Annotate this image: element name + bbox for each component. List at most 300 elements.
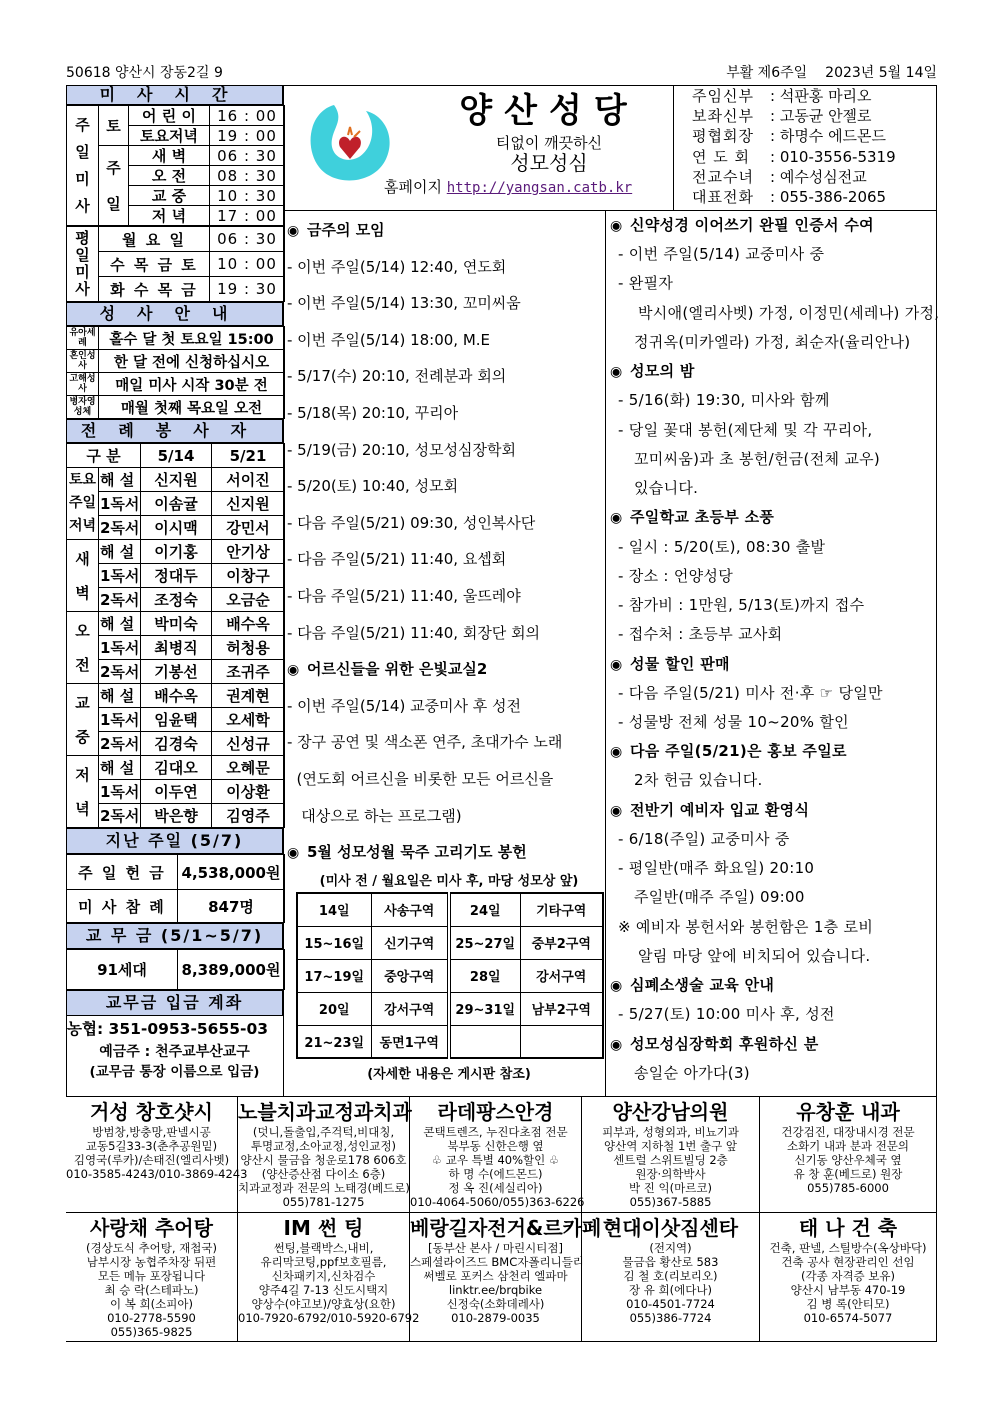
notice-text: - 일시 : 5/20(토), 08:30 출발 xyxy=(618,537,826,556)
section-heading xyxy=(287,834,603,871)
section-heading xyxy=(610,971,937,1000)
server-group-label: 교중 xyxy=(67,684,99,756)
server-role: 2독서 xyxy=(99,732,141,756)
server-name: 기봉선 xyxy=(141,660,212,684)
left-table xyxy=(66,443,285,828)
date: 2023년 5월 14일 xyxy=(825,65,937,81)
server-role: 1독서 xyxy=(99,636,141,660)
last-week-row xyxy=(67,855,285,890)
notice-text: - 접수처 : 초등부 교사회 xyxy=(618,625,783,644)
ad-title: 태 나 건 축 xyxy=(798,1216,898,1240)
server-group-label: 오전 xyxy=(67,612,99,684)
mass-name: 오 전 xyxy=(129,166,210,186)
weekday-mass-row xyxy=(67,277,285,302)
radio-bullet-icon: ◉ xyxy=(610,364,623,381)
server-row xyxy=(67,492,285,516)
server-role: 2독서 xyxy=(99,660,141,684)
notice-text: 주일반(매주 주일) 09:00 xyxy=(634,888,805,907)
server-role: 1독서 xyxy=(99,780,141,804)
weekday-name: 화 수 목 금 xyxy=(99,277,210,302)
section-heading xyxy=(610,1030,937,1059)
sacrament-label: 혼인성사 xyxy=(67,350,99,373)
rosary-district: 강서구역 xyxy=(520,959,603,992)
left-table xyxy=(66,854,285,923)
ad-line: 스페셜라이즈드 BMC자폴리니들리 xyxy=(410,1255,584,1269)
notice-text: - 이번 주일(5/14) 교중미사 후 성전 xyxy=(287,696,522,715)
rosary-footnote: (자세한 내용은 게시판 참조) xyxy=(367,1067,531,1082)
notice-text: 꼬미씨움)과 초 봉헌/헌금(전체 교우) xyxy=(634,449,881,468)
radio-bullet-icon: ◉ xyxy=(610,978,623,995)
server-role: 해 설 xyxy=(99,684,141,708)
ad-line: 양산역 지하철 1번 출구 앞 xyxy=(603,1139,738,1153)
staff-row: 연 도 회 : 010-3556-5319 xyxy=(692,147,896,166)
ad-line: 남부시장 농협주차장 뒤편 xyxy=(86,1255,217,1269)
notice-text: - 다음 주일(5/21) 09:30, 성인복사단 xyxy=(287,513,536,532)
server-name: 오금순 xyxy=(212,588,285,612)
server-name: 허청용 xyxy=(212,636,285,660)
server-name: 신지원 xyxy=(212,492,285,516)
rosary-district: 신기구역 xyxy=(371,926,449,959)
rosary-date: 14일 xyxy=(297,893,371,926)
attendance-label: 미 사 참 례 xyxy=(67,890,178,923)
section-heading xyxy=(610,503,937,532)
ad-line: 055)781-1275 xyxy=(282,1195,365,1209)
notice-text: - 이번 주일(5/14) 13:30, 꼬미씨움 xyxy=(287,294,521,313)
motto-line-1: 티없이 깨끗하신 xyxy=(495,134,603,152)
server-row xyxy=(67,660,285,684)
radio-bullet-icon: ◉ xyxy=(610,656,623,673)
account-holder: 예금주 : 천주교부산교구 xyxy=(99,1044,250,1060)
server-name: 신성규 xyxy=(212,732,285,756)
notice-text: 성모성심장학회 후원하신 분 xyxy=(630,1034,819,1053)
notice-line xyxy=(610,562,937,591)
ad-line: 055)367-5885 xyxy=(629,1195,712,1209)
rosary-district: 중부2구역 xyxy=(520,926,603,959)
staff-role: 연 도 회 xyxy=(692,147,751,166)
ad-line: 정 옥 진(세실리아) xyxy=(448,1181,543,1195)
staff-role: 평협회장 xyxy=(692,127,754,146)
sacrament-row xyxy=(67,327,285,350)
homepage-link[interactable]: http://yangsan.catb.kr xyxy=(446,180,633,196)
notice-text: - 참가비 : 1만원, 5/13(토)까지 접수 xyxy=(618,596,865,615)
server-name: 박은향 xyxy=(141,804,212,828)
ad-title: IM 썬 팅 xyxy=(283,1216,364,1240)
liturgical-week: 부활 제6주일 xyxy=(726,65,808,81)
rosary-district: 강서구역 xyxy=(371,992,449,1025)
ad-line: (경상도식 추어탕, 재첩국) xyxy=(85,1241,218,1255)
notice-text: - 5/20(토) 10:40, 성모회 xyxy=(287,477,459,496)
ad-line: [동부산 본사 / 마린시티점] xyxy=(428,1241,563,1255)
left-table xyxy=(66,326,285,419)
server-row xyxy=(67,540,285,564)
ad-line: ♧ 교우 특별 40%할인 ♧ xyxy=(431,1153,560,1167)
sacrament-row xyxy=(67,396,285,419)
radio-bullet-icon: ◉ xyxy=(287,662,300,679)
server-name: 김대오 xyxy=(141,756,212,780)
church-name: 양산성당 xyxy=(459,91,639,131)
notice-line xyxy=(287,505,603,542)
right-column xyxy=(610,211,940,1088)
ad-box xyxy=(760,1097,937,1213)
section-heading xyxy=(610,650,937,679)
rosary-row xyxy=(297,926,603,959)
left-column xyxy=(66,85,284,1096)
rosary-date: 29~31일 xyxy=(449,992,520,1025)
ad-line: 양주4길 7-13 신도시택지 xyxy=(258,1283,389,1297)
notice-line xyxy=(610,913,937,942)
server-row xyxy=(67,564,285,588)
ad-line: 양상수(야고보)/양효상(요한) xyxy=(251,1297,396,1311)
section-heading xyxy=(287,651,603,688)
notice-line xyxy=(610,240,937,269)
rosary-table xyxy=(296,892,604,1059)
mass-name: 토요저녁 xyxy=(129,126,210,146)
ad-line: 양산시 물금읍 청운로178 606호 xyxy=(240,1153,407,1167)
server-role: 해 설 xyxy=(99,540,141,564)
notice-line xyxy=(287,798,603,835)
radio-bullet-icon: ◉ xyxy=(610,744,623,761)
ad-line: 건축, 판넬, 스틸방수(옥상바닥) xyxy=(769,1241,927,1255)
homepage-label: 홈페이지 xyxy=(384,178,442,196)
ad-line: 투명교정,소아교정,성인교정) xyxy=(250,1139,397,1153)
rosary-district xyxy=(520,1025,603,1058)
staff-name: 010-3556-5319 xyxy=(779,147,896,166)
notice-line xyxy=(610,299,940,328)
notice-text: 송일순 아가다(3) xyxy=(634,1063,750,1082)
bulletin-header xyxy=(284,85,937,211)
server-row xyxy=(67,468,285,492)
attendance: 847명 xyxy=(178,890,285,923)
ads-grid xyxy=(66,1096,937,1341)
ad-box xyxy=(238,1213,420,1342)
ad-line: 물금읍 황산로 583 xyxy=(622,1255,719,1269)
server-name: 이두연 xyxy=(141,780,212,804)
ad-line: (전지역) xyxy=(649,1241,692,1255)
staff-row: 주임신부 : 석판홍 마리오 xyxy=(692,87,872,105)
server-name: 오세학 xyxy=(212,708,285,732)
ad-line: 055)785-6000 xyxy=(807,1181,889,1195)
server-name: 조정숙 xyxy=(141,588,212,612)
server-name: 조귀주 xyxy=(212,660,285,684)
notice-line xyxy=(610,883,937,912)
sunday-label: 주일 xyxy=(99,146,129,226)
left-table xyxy=(66,105,285,226)
notice-text: (연도회 어르신을 비롯한 모든 어르신을 xyxy=(287,769,554,788)
server-name: 이창구 xyxy=(212,564,285,588)
server-name: 배수옥 xyxy=(141,684,212,708)
server-row xyxy=(67,684,285,708)
ad-title: 현대이삿짐센타 xyxy=(602,1216,739,1240)
server-name: 정대두 xyxy=(141,564,212,588)
notice-text: - 5/19(금) 20:10, 성모성심장학회 xyxy=(287,440,517,459)
mass-time: 16 : 00 xyxy=(210,106,285,126)
server-name: 최병직 xyxy=(141,636,212,660)
ad-line: 콘택트렌즈, 누진다초점 전문 xyxy=(423,1125,568,1139)
mass-name: 저 녁 xyxy=(129,206,210,226)
notice-text: 전반기 예비자 입교 환영식 xyxy=(630,800,810,819)
account-note: (교무금 통장 이름으로 입금) xyxy=(89,1064,260,1080)
weekday-name: 월 요 일 xyxy=(99,227,210,252)
server-row xyxy=(67,612,285,636)
sacrament-text: 매월 첫째 목요일 오전 xyxy=(99,396,285,419)
mass-name: 어 린 이 xyxy=(129,106,210,126)
ad-line: 모든 메뉴 포장됩니다 xyxy=(97,1269,206,1283)
server-row xyxy=(67,780,285,804)
sacrament-label: 병자영성체 xyxy=(67,396,99,419)
notice-text: - 다음 주일(5/21) 11:40, 울뜨레야 xyxy=(287,586,521,605)
ad-box xyxy=(582,1097,760,1213)
server-name: 박미숙 xyxy=(141,612,212,636)
rosary-date: 24일 xyxy=(449,893,520,926)
ad-line: 010-2879-0035 xyxy=(451,1311,540,1325)
weekday-mass-row xyxy=(67,227,285,252)
notice-text: 박시애(엘리사벳) 가정, 이정민(세레나) 가정, xyxy=(638,303,940,322)
ad-line: 건강검진, 대장내시경 전문 xyxy=(781,1125,915,1139)
server-role: 2독서 xyxy=(99,588,141,612)
notice-line xyxy=(287,395,603,432)
notice-line xyxy=(610,474,937,503)
notice-line xyxy=(610,416,937,445)
radio-bullet-icon: ◉ xyxy=(610,218,623,234)
notice-line xyxy=(287,322,603,359)
motto-line-2: 성모성심 xyxy=(510,151,588,175)
ad-line: 010-3585-4243/010-3869-4243 xyxy=(66,1167,248,1181)
server-role: 1독서 xyxy=(99,708,141,732)
ad-line: 010-2778-5590 xyxy=(107,1311,196,1325)
notice-text: 금주의 모임 xyxy=(307,221,385,239)
server-name: 이솜귤 xyxy=(141,492,212,516)
staff-role: 전교수녀 xyxy=(692,167,754,186)
sacrament-text: 매일 미사 시작 30분 전 xyxy=(99,373,285,396)
rosary-date: 15~16일 xyxy=(297,926,371,959)
ad-line: 010-6574-5077 xyxy=(803,1311,893,1325)
ad-line: 이 복 희(소피아) xyxy=(110,1297,193,1311)
notice-line xyxy=(610,854,937,883)
sacrament-text: 한 달 전에 신청하십시오 xyxy=(99,350,285,373)
notice-text: - 5/27(토) 10:00 미사 후, 성전 xyxy=(618,1005,835,1024)
notice-line xyxy=(610,386,937,415)
mass-name: 새 벽 xyxy=(129,146,210,166)
notice-text: 있습니다. xyxy=(634,479,699,498)
church-logo-icon xyxy=(304,97,394,187)
ad-line: 김영국(루카)/손태진(엘리사벳) xyxy=(73,1153,230,1167)
notice-text: - 다음 주일(5/21) 11:40, 요셉회 xyxy=(287,550,507,569)
server-role: 2독서 xyxy=(99,516,141,540)
ad-line: 박 진 익(마르코) xyxy=(629,1181,712,1195)
ad-title: 양산강남의원 xyxy=(612,1100,729,1124)
sacrament-header: 성사안내 xyxy=(66,302,283,326)
notice-text: - 이번 주일(5/14) 12:40, 연도회 xyxy=(287,257,507,276)
notice-text: 2차 헌금 있습니다. xyxy=(634,771,763,790)
ad-line: 하 명 수(에드몬드) xyxy=(448,1167,543,1181)
ad-line: 055)365-9825 xyxy=(110,1325,193,1339)
dues-row xyxy=(67,950,285,990)
weekday-mass-label: 평일미사 xyxy=(67,227,99,302)
ad-line: 010-4064-5060/055)363-6226 xyxy=(410,1195,585,1209)
notice-line xyxy=(287,578,603,615)
staff-row: 대표전화 : 055-386-2065 xyxy=(692,188,887,207)
mass-time: 10 : 30 xyxy=(210,186,285,206)
ad-box xyxy=(582,1213,760,1342)
ad-line: 유 창 훈(베드로) 원장 xyxy=(793,1167,903,1181)
rosary-date: 21~23일 xyxy=(297,1025,371,1058)
sunday-mass-label: 주일미사 xyxy=(67,106,99,226)
servers-header-row xyxy=(67,444,285,468)
section-heading xyxy=(610,357,937,386)
radio-bullet-icon: ◉ xyxy=(287,845,300,862)
server-name: 배수옥 xyxy=(212,612,285,636)
notice-line xyxy=(610,269,937,298)
server-role: 해 설 xyxy=(99,468,141,492)
ad-box xyxy=(410,1213,602,1342)
notice-line xyxy=(610,942,937,971)
rosary-district: 사송구역 xyxy=(371,893,449,926)
ad-box xyxy=(66,1213,238,1342)
left-table xyxy=(66,226,285,302)
notice-text: 다음 주일(5/21)은 홍보 주일로 xyxy=(630,742,847,761)
server-name: 신지원 xyxy=(141,468,212,492)
weekday-time: 19 : 30 xyxy=(210,277,285,302)
notice-line xyxy=(287,468,603,505)
mass-time: 19 : 00 xyxy=(210,126,285,146)
weekday-name: 수 목 금 토 xyxy=(99,252,210,277)
sacrament-label: 유아세례 xyxy=(67,327,99,350)
mass-name: 교 중 xyxy=(129,186,210,206)
server-row xyxy=(67,804,285,828)
notice-text: ※ 예비자 봉헌서와 봉헌함은 1층 로비 xyxy=(618,917,874,936)
weekday-time: 10 : 00 xyxy=(210,252,285,277)
servers-header: 전례봉사자 xyxy=(66,419,283,443)
rosary-row xyxy=(297,992,603,1025)
notice-line xyxy=(287,724,603,761)
ad-line: 신기동 양산우체국 옆 xyxy=(794,1153,902,1167)
sacrament-row xyxy=(67,373,285,396)
ad-title: 유창훈 내과 xyxy=(796,1100,900,1124)
notice-text: 5월 성모성월 묵주 고리기도 봉헌 xyxy=(307,843,527,862)
top-line xyxy=(66,62,937,82)
notice-text: - 5/16(화) 19:30, 미사와 함께 xyxy=(618,391,830,410)
server-row xyxy=(67,636,285,660)
staff-role: 주임신부 xyxy=(692,87,754,105)
notice-text: 대상으로 하는 프로그램) xyxy=(287,806,462,825)
radio-bullet-icon: ◉ xyxy=(287,223,300,239)
server-name: 오혜문 xyxy=(212,756,285,780)
ad-title: 노블치과교정과치과 xyxy=(238,1100,412,1124)
server-role: 2독서 xyxy=(99,804,141,828)
server-row xyxy=(67,516,285,540)
col-date: 5/14 xyxy=(141,444,212,468)
staff-row: 평협회장 : 하명수 에드몬드 xyxy=(692,127,887,146)
notice-text: - 5/18(목) 20:10, 꾸리아 xyxy=(287,403,459,422)
radio-bullet-icon: ◉ xyxy=(610,802,623,819)
account-number: 농협: 351-0953-5655-03 xyxy=(67,1020,269,1038)
staff-list xyxy=(673,85,937,211)
ad-line: (각종 자격증 보유) xyxy=(800,1269,896,1283)
server-row xyxy=(67,588,285,612)
ad-title: 베랑길자전거&르카페 xyxy=(410,1216,602,1240)
ad-line: (덧니,돌출입,주걱턱,비대칭, xyxy=(252,1125,395,1139)
sacrament-text: 홀수 달 첫 토요일 15:00 xyxy=(99,327,285,350)
mass-time: 06 : 30 xyxy=(210,146,285,166)
server-name: 김경숙 xyxy=(141,732,212,756)
ad-line: 소화기 내과 분과 전문의 xyxy=(786,1139,910,1153)
notice-text: 신약성경 이어쓰기 완필 인증서 수여 xyxy=(630,216,874,234)
notice-text: - 평일반(매주 화요일) 20:10 xyxy=(618,859,815,878)
notice-text: 정귀옥(미카엘라) 가정, 최순자(율리안나) xyxy=(634,332,911,351)
last-week-row xyxy=(67,890,285,923)
notice-line xyxy=(287,285,603,322)
mass-time: 08 : 30 xyxy=(210,166,285,186)
server-name: 임윤택 xyxy=(141,708,212,732)
ad-line: 썬팅,블랙박스,내비, xyxy=(273,1241,374,1255)
server-name: 이상환 xyxy=(212,780,285,804)
ad-line: 유리막코팅,ppf보호필름, xyxy=(260,1255,387,1269)
ad-line: 원장·의학박사 xyxy=(635,1167,706,1181)
dues-amount: 8,389,000원 xyxy=(178,950,285,990)
middle-column xyxy=(287,212,603,871)
ad-line: 피부과, 성형외과, 비뇨기과 xyxy=(602,1125,739,1139)
notice-text: - 다음 주일(5/21) 미사 전·후 ☞ 당일만 xyxy=(618,683,883,702)
server-role: 해 설 xyxy=(99,612,141,636)
rosary-date: 28일 xyxy=(449,959,520,992)
staff-name: 하명수 에드몬드 xyxy=(779,127,887,146)
notice-text: - 성물방 전체 성물 10~20% 할인 xyxy=(618,712,849,731)
rosary-district: 남부2구역 xyxy=(520,992,603,1025)
ad-line: 북부동 신한은행 옆 xyxy=(447,1139,544,1153)
notice-line xyxy=(287,358,603,395)
server-name: 강민서 xyxy=(212,516,285,540)
ad-line: 양산시 남부동 470-19 xyxy=(790,1283,906,1297)
sacrament-label: 고해성사 xyxy=(67,373,99,396)
notice-line xyxy=(287,432,603,469)
notice-text: 주일학교 초등부 소풍 xyxy=(630,508,775,527)
notice-line xyxy=(610,708,937,737)
notice-text: - 6/18(주일) 교중미사 중 xyxy=(618,829,790,848)
notice-line xyxy=(287,249,603,286)
rosary-date: 20일 xyxy=(297,992,371,1025)
mass-time: 17 : 00 xyxy=(210,206,285,226)
ad-line: 써벨로 포커스 삼천리 엘파마 xyxy=(423,1269,568,1283)
dues-households: 91세대 xyxy=(67,950,178,990)
offering: 4,538,000원 xyxy=(178,855,285,890)
address: 50618 양산시 장동2길 9 xyxy=(66,65,223,81)
server-name: 이시맥 xyxy=(141,516,212,540)
ad-line: (양산증산점 다이소 6층) xyxy=(261,1167,386,1181)
server-name: 안기상 xyxy=(212,540,285,564)
rosary-row xyxy=(297,1025,603,1058)
notice-line xyxy=(610,679,937,708)
ad-title: 사랑채 추어탕 xyxy=(90,1216,213,1240)
col-date: 5/21 xyxy=(212,444,285,468)
staff-row: 보좌신부 : 고동균 안젤로 xyxy=(692,107,872,126)
notice-line xyxy=(610,533,937,562)
server-row xyxy=(67,708,285,732)
account-header: 교무금 입금 계좌 xyxy=(66,990,283,1016)
server-role: 1독서 xyxy=(99,492,141,516)
rosary-date xyxy=(449,1025,520,1058)
staff-row: 전교수녀 : 예수성심전교 xyxy=(692,167,867,186)
ad-line: 치과교정과 전문의 노태경(베드로) xyxy=(238,1181,410,1195)
sacrament-row xyxy=(67,350,285,373)
ad-title: 거성 창호샷시 xyxy=(90,1100,213,1124)
server-name: 서이진 xyxy=(212,468,285,492)
rosary-date: 25~27일 xyxy=(449,926,520,959)
server-group-label: 새벽 xyxy=(67,540,99,612)
notice-line xyxy=(610,1000,937,1029)
server-row xyxy=(67,732,285,756)
rosary-row xyxy=(297,959,603,992)
notice-line xyxy=(610,445,937,474)
